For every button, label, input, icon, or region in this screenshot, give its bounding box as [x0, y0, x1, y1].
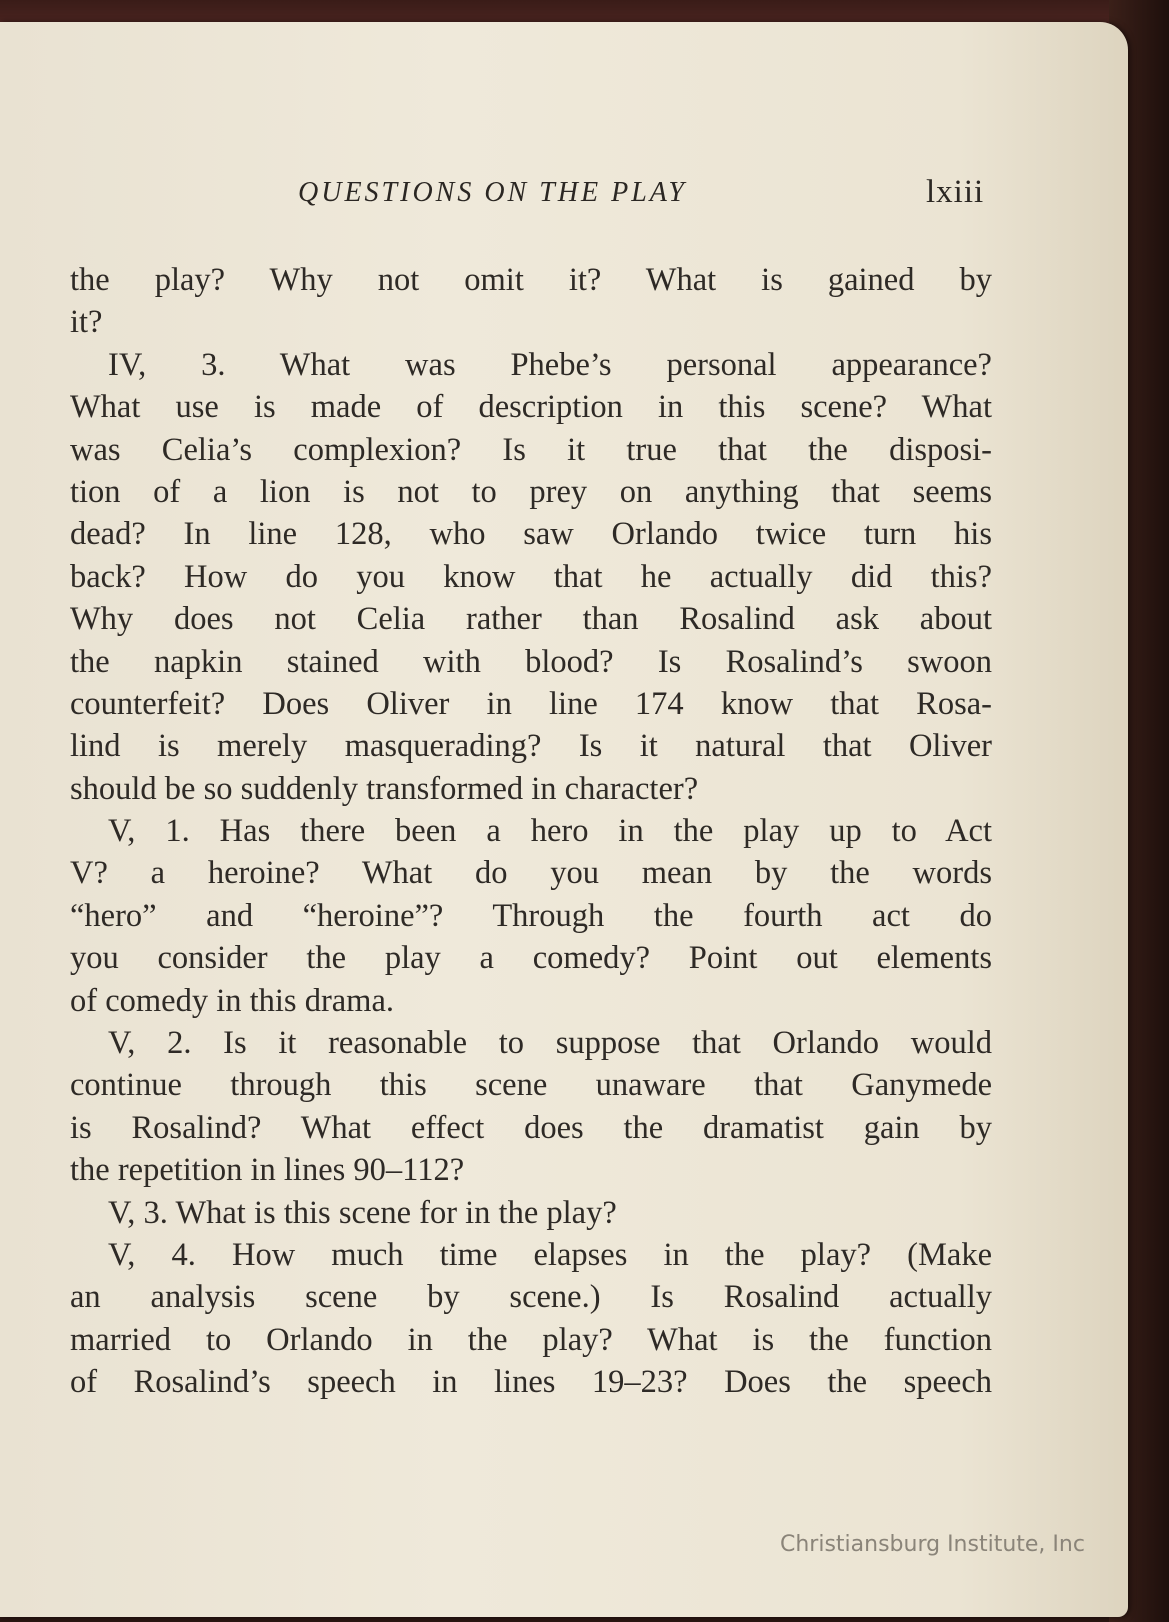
text-line: the napkin stained with blood? Is Rosalind’s swoon: [70, 643, 992, 680]
text-line: V, 1. Has there been a hero in the play up to Act: [108, 813, 992, 850]
text-line: the play? Why not omit it? What is gained by: [70, 262, 992, 298]
text-line: is Rosalind? What effect does the dramatist gain by: [70, 1109, 992, 1146]
text-line: V? a heroine? What do you mean by the words: [70, 855, 992, 892]
text-line: an analysis scene by scene.) Is Rosalind actually: [70, 1279, 992, 1316]
text-line: was Celia’s complexion? Is it true that the disposi-: [70, 431, 992, 468]
watermark: Christiansburg Institute, Inc: [780, 1532, 1085, 1557]
text-line: Why does not Celia rather than Rosalind ask about: [70, 601, 992, 638]
text-line: of comedy in this drama.: [70, 982, 395, 1019]
text-line: IV, 3. What was Phebe’s personal appearance?: [108, 346, 992, 383]
book-page: [0, 22, 1128, 1617]
running-title: QUESTIONS ON THE PLAY: [298, 177, 687, 208]
page-header: [0, 172, 1128, 222]
text-line: of Rosalind’s speech in lines 19–23? Does the speech: [70, 1364, 992, 1401]
text-line: counterfeit? Does Oliver in line 174 know that Rosa-: [70, 685, 992, 722]
text-line: the repetition in lines 90–112?: [70, 1152, 465, 1189]
text-line: V, 4. How much time elapses in the play? (Make: [108, 1236, 992, 1273]
text-line: continue through this scene unaware that Ganymede: [70, 1067, 992, 1104]
text-line: V, 2. Is it reasonable to suppose that Orlando would: [108, 1025, 992, 1062]
text-line: you consider the play a comedy? Point out elements: [70, 940, 992, 977]
body-text: [70, 259, 992, 1404]
text-line: lind is merely masquerading? Is it natural that Oliver: [70, 728, 992, 765]
text-line: married to Orlando in the play? What is the function: [70, 1321, 992, 1358]
text-line: tion of a lion is not to prey on anything that seems: [70, 473, 992, 510]
text-line: dead? In line 128, who saw Orlando twice turn his: [70, 516, 992, 553]
text-line: back? How do you know that he actually did this?: [70, 558, 992, 595]
text-line: should be so suddenly transformed in character?: [70, 770, 699, 807]
text-line: it?: [70, 304, 103, 341]
page-number: lxiii: [926, 174, 985, 210]
text-line: What use is made of description in this scene? What: [70, 389, 992, 426]
text-line: “hero” and “heroine”? Through the fourth act do: [70, 897, 992, 934]
text-line: V, 3. What is this scene for in the play?: [108, 1194, 617, 1231]
